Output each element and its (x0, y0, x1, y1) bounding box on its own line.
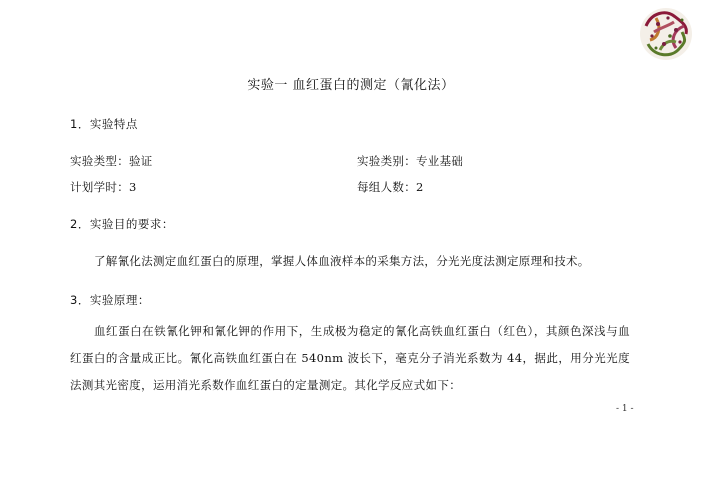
objectives-text: 了解氰化法测定血红蛋白的原理，掌握人体血液样本的采集方法，分光光度法测定原理和技术。 (94, 254, 590, 268)
section-heading-principle: 3．实验原理： (70, 293, 150, 307)
experiment-type: 实验类型：验证 (70, 154, 153, 168)
experiment-category: 实验类别：专业基础 (357, 154, 464, 168)
page-number: - 1 - (616, 404, 634, 414)
page-title: 实验一 血红蛋白的测定（氰化法） (247, 78, 455, 93)
section-heading-objectives: 2．实验目的要求： (70, 217, 174, 231)
group-size: 每组人数：2 (357, 180, 424, 194)
planned-hours: 计划学时：3 (70, 180, 137, 194)
principle-paragraph: 血红蛋白在铁氰化钾和氰化钾的作用下，生成极为稳定的氰化高铁血红蛋白（红色），其颜色深浅与血红蛋白的含量成正比。氰化高铁血红蛋白在 540nm 波长下，毫克分子消光系数为 44，据此，用分光光度法测其光密度，运用消光系数作血红蛋白的定量测定。其化学反应式如下： (70, 324, 630, 392)
hemoglobin-molecule-icon (636, 4, 696, 64)
section-heading-features: 1．实验特点 (70, 117, 138, 131)
